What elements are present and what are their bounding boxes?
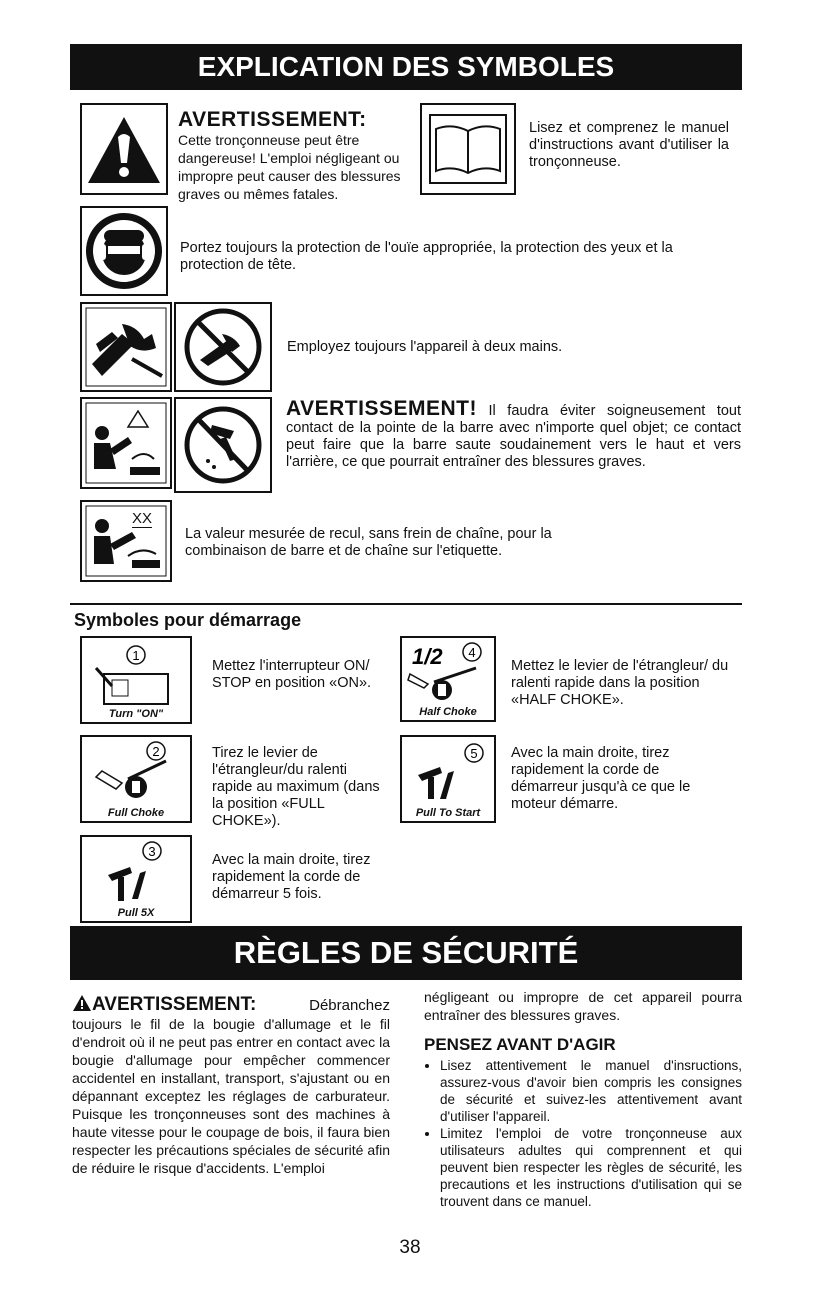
page-number: 38	[399, 1237, 421, 1258]
step-5-caption: Pull To Start	[415, 807, 481, 819]
step-4-box	[400, 636, 496, 722]
section-banner-safety: RÈGLES DE SÉCURITÉ	[70, 926, 742, 980]
safety-warning-heading	[72, 994, 309, 1015]
warning-triangle-small-icon	[72, 994, 92, 1012]
safety-right-column	[424, 988, 742, 1210]
full-choke-icon	[82, 737, 190, 807]
open-book-icon	[422, 105, 514, 193]
tip-contact-prohibited-box	[174, 397, 272, 493]
protection-text: Portez toujours la protection de l'ouïe appropriée, la protection des yeux et la protection de tête.	[180, 240, 673, 273]
kickback-text: La valeur mesurée de recul, sans frein de chaîne, pour la combinaison de barre et de chaîne sur l'etiquette.	[185, 526, 552, 559]
one-hand-prohibited-icon	[176, 304, 270, 390]
section-divider	[70, 603, 742, 605]
step-1-text: Mettez l'interrupteur ON/ STOP en position «ON».	[212, 658, 372, 691]
safety-left-column	[72, 994, 390, 1177]
warning1-title: AVERTISSEMENT:	[178, 108, 367, 131]
kickback-operator-icon	[82, 399, 170, 487]
kickback-label: XX	[132, 510, 153, 527]
warning2-paragraph	[286, 397, 742, 471]
safety-warning-title: AVERTISSEMENT:	[92, 994, 257, 1015]
pull-cord-5x-icon	[82, 837, 190, 907]
svg-text:1: 1	[132, 648, 140, 663]
manual-box	[420, 103, 516, 195]
pull-to-start-icon	[402, 737, 494, 807]
ear-eye-head-protection-icon	[82, 208, 166, 294]
svg-text:4: 4	[468, 645, 476, 660]
two-hands-text: Employez toujours l'appareil à deux mains.	[287, 339, 563, 355]
kickback-value-icon	[82, 502, 170, 580]
warning-triangle-box	[80, 103, 168, 195]
step-3-text: Avec la main droite, tirez rapidement la corde de démarreur 5 fois.	[212, 852, 371, 902]
step-4-caption: Half Choke	[419, 706, 477, 718]
half-choke-icon	[402, 638, 494, 708]
list-item: • Limitez l'emploi de votre tronçonneuse aux utilisateurs adultes qui comprennent et qui peuvent bien respecter les règles de sécurité, les precautions et les instructions d'utilisation qui se trouvent dans ce manuel.	[440, 1125, 742, 1210]
svg-text:1/2: 1/2	[412, 644, 443, 669]
warning1-block	[178, 108, 403, 204]
warning2-block	[286, 397, 742, 471]
protection-box	[80, 206, 168, 296]
step-5-box	[400, 735, 496, 823]
tip-contact-prohibited-icon	[176, 399, 270, 491]
svg-text:2: 2	[152, 744, 160, 759]
warning2-title: AVERTISSEMENT!	[286, 397, 477, 420]
step-4-text: Mettez le levier de l'étrangleur/ du ralenti rapide dans la position «HALF CHOKE».	[511, 658, 729, 708]
switch-on-icon	[82, 638, 190, 708]
step-2-caption: Full Choke	[107, 807, 165, 819]
section-banner-symbols: EXPLICATION DES SYMBOLES	[70, 44, 742, 90]
svg-text:5: 5	[470, 746, 478, 761]
step-2-box	[80, 735, 192, 823]
two-hands-chainsaw-icon	[82, 304, 170, 390]
svg-text:3: 3	[148, 844, 156, 859]
think-heading: PENSEZ AVANT D'AGIR	[424, 1035, 616, 1054]
step-3-caption: Pull 5X	[117, 907, 155, 919]
step-2-text: Tirez le levier de l'étrangleur/du ralenti rapide au maximum (dans la position «FULL CHOKE»).	[212, 745, 380, 829]
think-list	[424, 1057, 742, 1210]
kickback-value-box	[80, 500, 172, 582]
safety-body: toujours le fil de la bougie d'allumage et le fil d'endroit où il ne peut pas entrer en contact avec la bougie d'allumage pour empêcher commencer accidentel en installant, transport, s'ajustant ou en dépannant exceptez les réglages de carburateur. Puisque les tronçonneuses sont des machines à haute vitesse pour le coupage de bois, il faura bien respecter les précautions spéciales de sécurité afin de réduire le risque d'accidents. L'emploi	[72, 1016, 390, 1176]
warning-triangle-icon	[82, 105, 166, 193]
step-1-box	[80, 636, 192, 724]
safety-continuation: négligeant ou impropre de cet appareil pourra entraîner des blessures graves.	[424, 989, 742, 1023]
one-hand-prohibited-box	[174, 302, 272, 392]
step-3-box	[80, 835, 192, 923]
warning2-text: Il faudra éviter soigneusement tout contact de la pointe de la barre avec n'importe quel objet; ce contact peut faire que la barre saute soudainement vers le haut et vers l'arrière, ce que pourrait entraîner des blessures graves.	[286, 403, 742, 470]
kickback-box	[80, 397, 172, 489]
step-5-text: Avec la main droite, tirez rapidement la corde de démarreur jusqu'à ce que le moteur démarre.	[511, 745, 691, 812]
start-heading: Symboles pour démarrage	[74, 610, 302, 630]
two-hands-box	[80, 302, 172, 392]
manual-text: Lisez et comprenez le manuel d'instructions avant d'utiliser la tronçonneuse.	[529, 120, 729, 170]
list-item: • Lisez attentivement le manuel d'insructions, assurez-vous d'avoir bien compris les consignes de sécurité et suivez-les attentivement avant d'utiliser l'appareil.	[440, 1057, 742, 1125]
safety-lead: Débranchez	[309, 997, 390, 1014]
warning1-text: Cette tronçonneuse peut être dangereuse! L'emploi négligeant ou impropre peut causer des blessures graves ou mêmes fatales.	[178, 132, 401, 202]
step-1-caption: Turn "ON"	[108, 708, 164, 720]
